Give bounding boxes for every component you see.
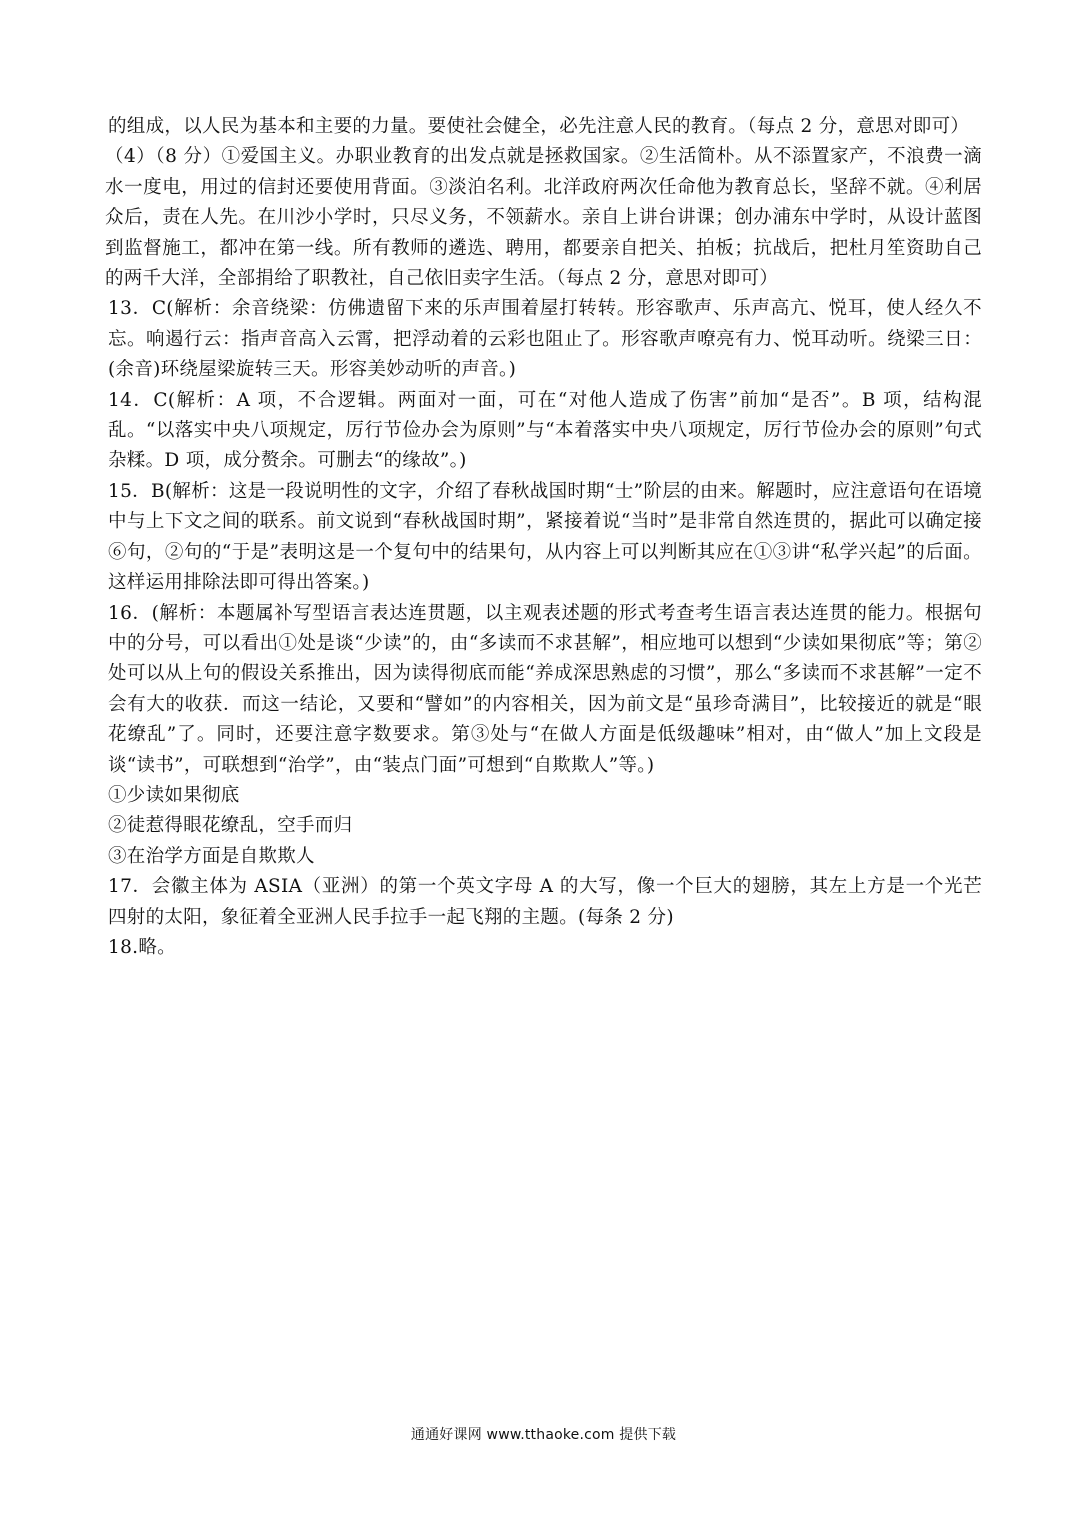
paragraph-answer-13: 13．C(解析：余音绕梁：仿佛遗留下来的乐声围着屋打转转。形容歌声、乐声高亢、悦耳，使人经久不忘。响遏行云：指声音高入云霄，把浮动着的云彩也阻止了。形容歌声嘹亮有力、悦耳动听。绕梁三日：(余音)环绕屋梁旋转三天。形容美妙动听的声音。)	[108, 298, 982, 381]
paragraph-answer-18: 18.略。	[108, 936, 176, 958]
page-footer: 通通好课网 www.tthaoke.com 提供下载	[410, 1427, 677, 1443]
paragraph-answer-3-continued: 的组成，以人民为基本和主要的力量。要使社会健全，必先注意人民的教育。（每点 2 分，意思对即可）	[108, 116, 970, 137]
paragraph-answer-16: 16．(解析：本题属补写型语言表达连贯题，以主观表述题的形式考查考生语言表达连贯的能力。根据句中的分号，可以看出①处是谈“少读”的，由“多读而不求甚解”，相应地可以想到“少读如果彻底”等；第②处可以从上句的假设关系推出，因为读得彻底而能“养成深思熟虑的习惯”，那么“多读而不求甚解”一定不会有大的收获．而这一结论，又要和“譬如”的内容相关，因为前文是“虽珍奇满目”，比较接近的就是“眼花缭乱”了。同时，还要注意字数要求。第③处与“在做人方面是低级趣味”相对，由“做人”加上文段是谈“读书”，可联想到“治学”，由“装点门面”可想到“自欺欺人”等。)	[108, 602, 982, 776]
answer-16-item-3: ③在治学方面是自欺欺人	[108, 845, 315, 867]
paragraph-answer-4: （4）（8 分）①爱国主义。办职业教育的出发点就是拯救国家。②生活简朴。从不添置家产，不浪费一滴水一度电，用过的信封还要使用背面。③淡泊名利。北洋政府两次任命他为教育总长，坚辞不就。④利居众后，责在人先。在川沙小学时，只尽义务，不领薪水。亲自上讲台讲课；创办浦东中学时，从设计蓝图到监督施工，都冲在第一线。所有教师的遴选、聘用，都要亲自把关、拍板；抗战后，把杜月笙资助自己的两千大洋，全部捐给了职教社，自己依旧卖字生活。（每点 2 分，意思对即可）	[105, 146, 982, 290]
answer-16-item-2: ②徒惹得眼花缭乱，空手而归	[108, 815, 353, 837]
paragraph-answer-14: 14．C(解析：A 项，不合逻辑。两面对一面，可在“对他人造成了伤害”前加“是否”。B 项，结构混乱。“以落实中央八项规定，厉行节俭办会为原则”与“本着落实中央八项规定，厉行节俭办会的原则”句式杂糅。D 项，成分赘余。可删去“的缘故”。)	[108, 389, 982, 472]
answer-16-item-1: ①少读如果彻底	[108, 784, 240, 806]
paragraph-answer-15: 15．B(解析：这是一段说明性的文字，介绍了春秋战国时期“士”阶层的由来。解题时，应注意语句在语境中与上下文之间的联系。前文说到“春秋战国时期”，紧接着说“当时”是非常自然连贯的，据此可以确定接⑥句，②句的“于是”表明这是一个复句中的结果句，从内容上可以判断其应在①③讲“私学兴起”的后面。这样运用排除法即可得出答案。)	[108, 480, 982, 594]
paragraph-answer-17: 17．会徽主体为 ASIA（亚洲）的第一个英文字母 A 的大写，像一个巨大的翅膀，其左上方是一个光芒四射的太阳，象征着全亚洲人民手拉手一起飞翔的主题。(每条 2 分)	[108, 876, 982, 928]
document-body	[105, 112, 982, 963]
